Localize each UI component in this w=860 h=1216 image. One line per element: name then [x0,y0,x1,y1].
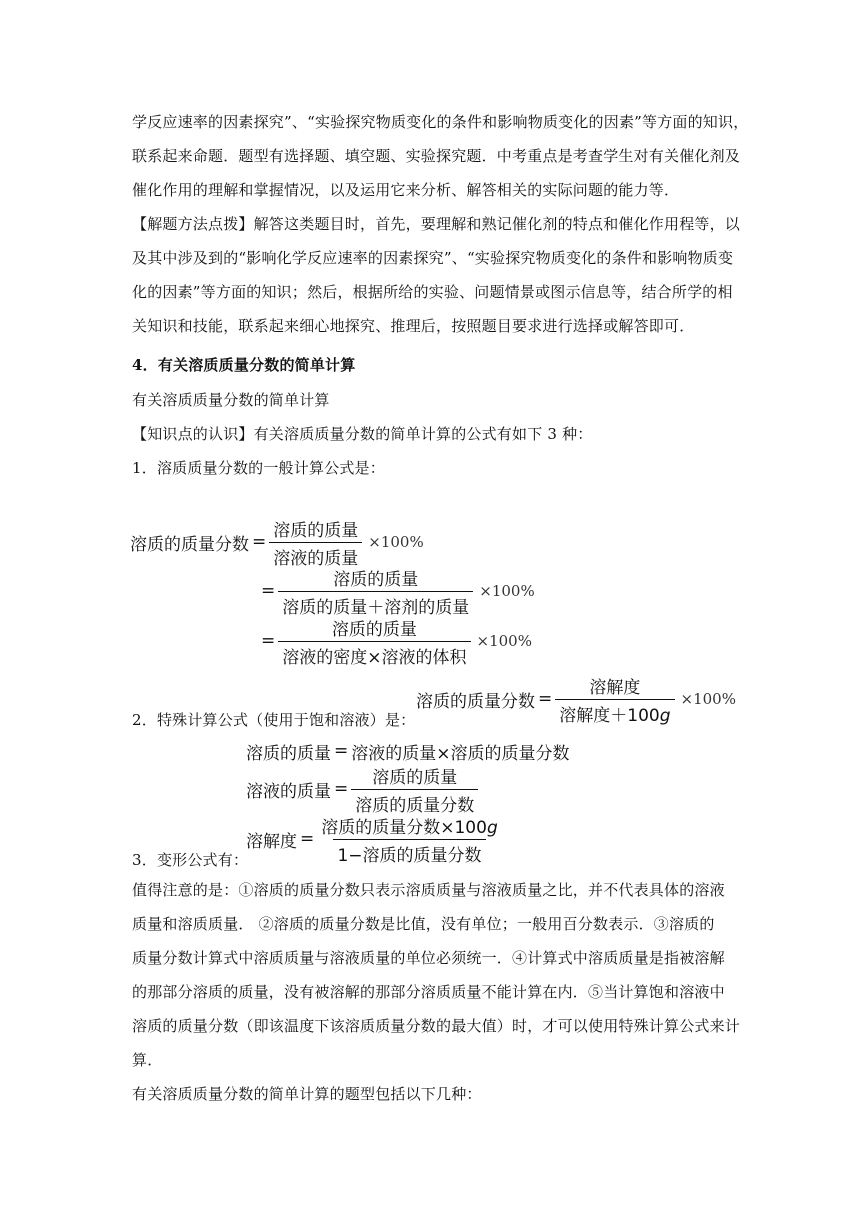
denominator: 1−溶质的质量分数 [333,839,485,866]
text-line: 质量和溶质质量． ②溶质的质量分数是比值，没有单位；一般用百分数表示．③溶质的 [132,915,715,933]
denominator: 溶液的质量 [269,542,362,569]
section-subtitle: 有关溶质质量分数的简单计算 [132,391,330,409]
intro-paragraph [132,105,749,207]
fraction [278,565,473,618]
text-line: 学反应速率的因素探究”、“实验探究物质变化的条件和影响物质变化的因素”等方面的知识， [132,113,749,131]
denominator-text: 溶解度＋100 [559,705,660,726]
text-line: 关知识和技能，联系起来细心地探究、推理后，按照题目要求进行选择或解答即可． [132,317,695,335]
section-heading: 4．有关溶质质量分数的简单计算 [132,356,356,374]
times-100-percent: ×100% [680,690,736,708]
text-line: 值得注意的是：①溶质的质量分数只表示溶质质量与溶液质量之比，并不代表具体的溶液 [132,881,725,899]
fraction [278,615,470,668]
formula-variant-2 [246,766,478,816]
equals-sign: = [261,631,276,651]
numerator: 溶质的质量 [333,569,419,590]
formula-general [130,520,424,569]
item-3-label: 3．变形公式有： [132,851,249,869]
notes-paragraph [132,873,741,1077]
text-line: 算． [132,1051,163,1069]
formula-lhs: 溶质的质量 [246,743,331,764]
text-line: 质量分数计算式中溶质质量与溶液质量的单位必须统一．④计算式中溶质质量是指被溶解 [132,949,725,967]
equals-sign: = [300,829,315,849]
item-1-label: 1．溶质质量分数的一般计算公式是： [132,459,385,477]
text-line: 【解题方法点拨】解答这类题目时，首先，要理解和熟记催化剂的特点和催化作用程等，以 [132,215,741,233]
equals-sign: = [261,581,276,601]
unit-g: g [659,705,671,726]
formula-rhs: 溶液的质量×溶质的质量分数 [351,743,570,764]
unit-g: g [486,817,498,838]
method-paragraph [132,207,741,343]
text-line: 化的因素”等方面的知识；然后，根据所给的实验、问题情景或图示信息等，结合所学的相 [132,283,733,301]
text-line: 溶质的质量分数（即该温度下该溶质质量分数的最大值）时，才可以使用特殊计算公式来计 [132,1017,741,1035]
text-line: 的那部分溶质的质量，没有被溶解的那部分溶质质量不能计算在内．⑤当计算饱和溶液中 [132,983,725,1001]
closing-line: 有关溶质质量分数的简单计算的题型包括以下几种： [132,1085,482,1103]
numerator: 溶质的质量 [372,767,458,788]
formula-variant-1 [246,736,570,766]
denominator: 溶质的质量分数 [351,789,478,816]
fraction [351,763,478,816]
text-line: 联系起来命题．题型有选择题、填空题、实验探究题．中考重点是考查学生对有关催化剂及 [132,147,741,165]
times-100-percent: ×100% [368,533,424,551]
formula-general-row-2 [258,569,535,618]
formula-lhs: 溶解度 [246,831,297,852]
text-line: 催化作用的理解和掌握情况，以及运用它来分析、解答相关的实际问题的能力等． [132,181,680,199]
equals-sign: = [252,532,267,552]
formula-lhs: 溶液的质量 [246,781,331,802]
formula-row-1 [130,520,424,569]
numerator [317,813,502,839]
fraction [269,516,362,569]
numerator: 溶解度 [589,677,641,698]
formula-lhs: 溶质的质量分数 [416,691,535,712]
times-100-percent: ×100% [479,582,535,600]
text-line: 及其中涉及到的“影响化学反应速率的因素探究”、“实验探究物质变化的条件和影响物质变 [132,249,734,267]
equals-sign: = [334,741,349,761]
equals-sign: = [334,779,349,799]
denominator: 溶液的密度×溶液的体积 [278,641,470,668]
times-100-percent: ×100% [476,632,532,650]
denominator: 溶质的质量＋溶剂的质量 [278,591,473,618]
numerator: 溶质的质量 [273,520,359,541]
formula-general-row-3 [258,619,532,668]
equals-sign: = [538,689,553,709]
numerator-text: 溶质的质量分数×100 [321,817,487,838]
knowledge-intro: 【知识点的认识】有关溶质质量分数的简单计算的公式有如下 3 种： [132,425,593,443]
item-2-label: 2．特殊计算公式（使用于饱和溶液）是： [132,711,416,729]
formula-lhs: 溶质的质量分数 [130,534,249,555]
numerator: 溶质的质量 [331,619,417,640]
